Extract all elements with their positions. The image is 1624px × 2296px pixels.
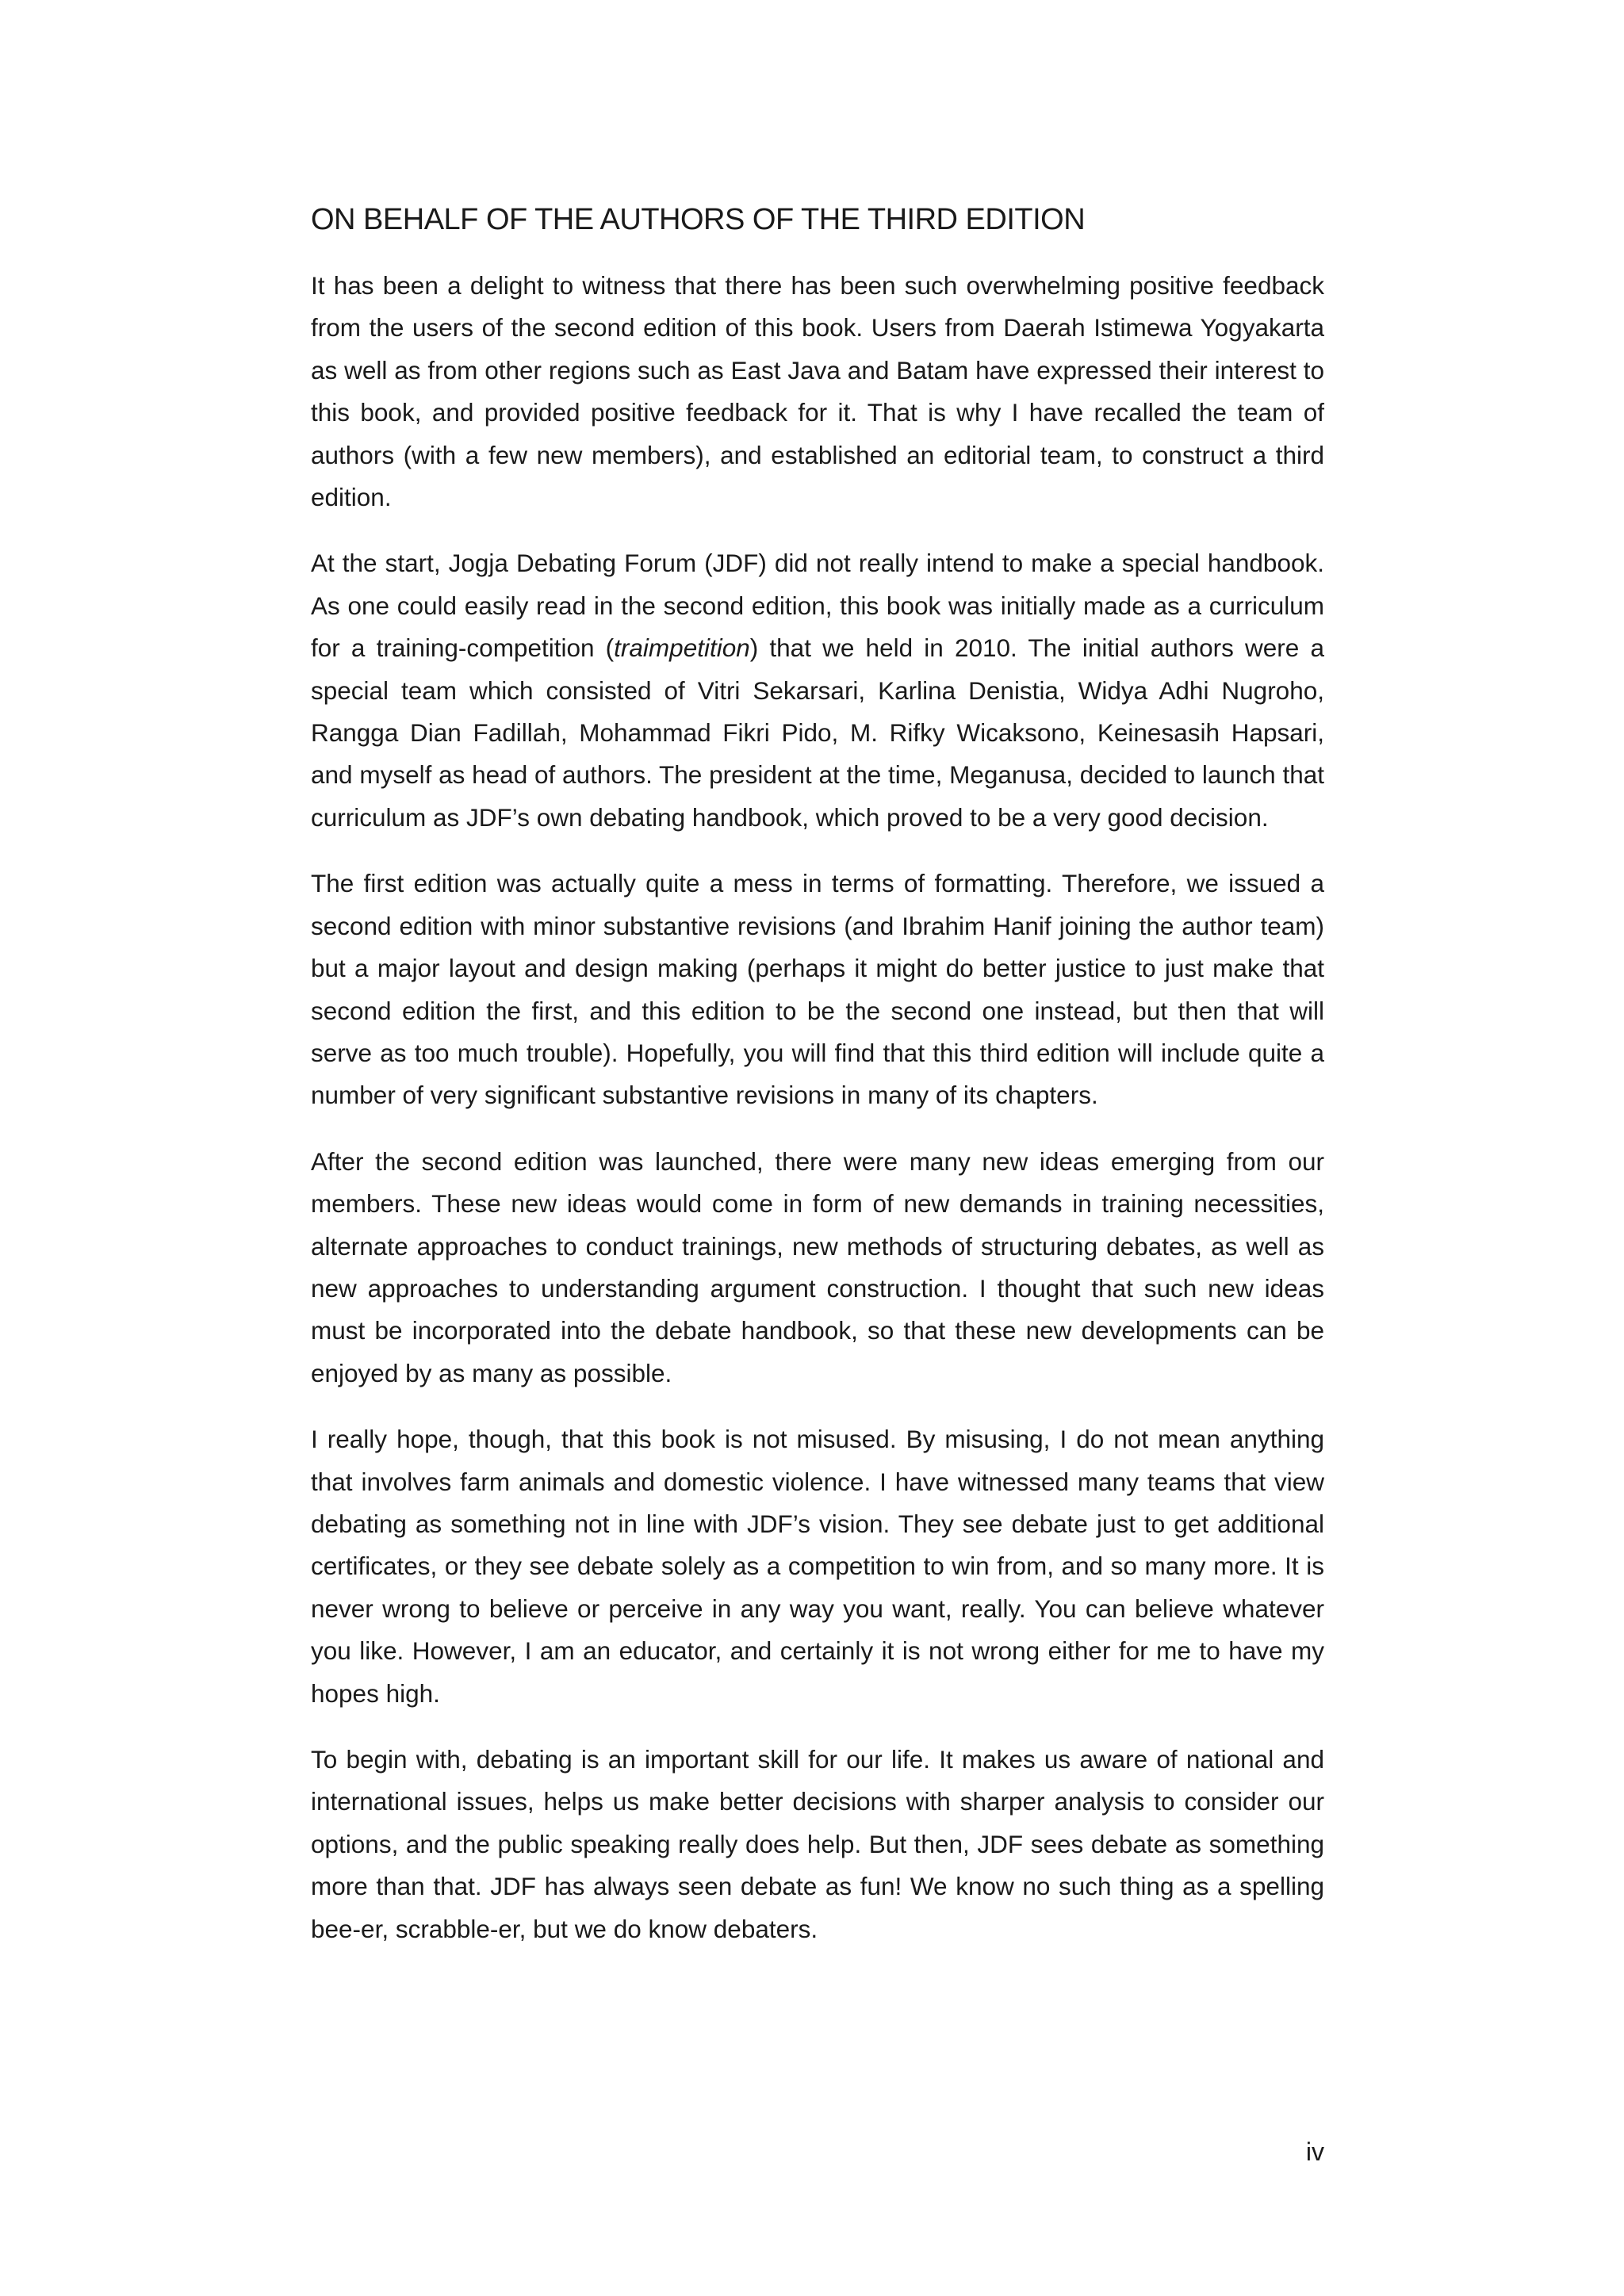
section-heading: ON BEHALF OF THE AUTHORS OF THE THIRD EDITION — [311, 203, 1086, 236]
paragraph-4: After the second edition was launched, there were many new ideas emerging from our members. These new ideas would come in form of new demands in training necessities, alternate approaches to conduct trainings, new methods of structuring debates, as well as new approaches to understanding argument construction. I thought that such new ideas must be incorporated into the debate handbook, so that these new developments can be enjoyed by as many as possible. — [311, 1146, 1324, 1387]
page-number: iv — [1305, 2137, 1324, 2166]
paragraph-1: It has been a delight to witness that there has been such overwhelming positive feedback from the users of the second edition of this book. Users from Daerah Istimewa Yogyakarta as well as from other regions such as East Java and Batam have expressed their interest to this book, and provided positive feedback for it. That is why I have recalled the team of authors (with a few new members), and established an editorial team, to construct a third edition. — [311, 271, 1324, 512]
paragraph-2-text-after: ) that we held in 2010. The initial authors were a special team which consisted of Vitri Sekarsari, Karlina Denistia, Widya Adhi Nugroho, Rangga Dian Fadillah, Mohammad Fikri Pido, M. Rifky Wicaksono, Keinesasih Hapsari, and myself as head of authors. The president at the time, Meganusa, decided to launch that curriculum as JDF’s own debating handbook, which proved to be a very good decision. — [311, 633, 1324, 832]
paragraph-3: The first edition was actually quite a mess in terms of formatting. Therefore, we issued a second edition with minor substantive revisions (and Ibrahim Hanif joining the author team) but a major layout and design making (perhaps it might do better justice to just make that second edition the first, and this edition to be the second one instead, but then that will serve as too much trouble). Hopefully, you will find that this third edition will include quite a number of very significant substantive revisions in many of its chapters. — [311, 869, 1324, 1110]
paragraph-2 — [311, 542, 1324, 839]
paragraph-2-italic-term: traimpetition — [614, 633, 750, 663]
paragraph-6: To begin with, debating is an important skill for our life. It makes us aware of national and international issues, helps us make better decisions with sharper analysis to consider our options, and the public speaking really does help. But then, JDF sees debate as something more than that. JDF has always seen debate as fun! We know no such thing as a spelling bee-er, scrabble-er, but we do know debaters. — [311, 1745, 1324, 1943]
paragraph-5: I really hope, though, that this book is not misused. By misusing, I do not mean anything that involves farm animals and domestic violence. I have witnessed many teams that view debating as something not in line with JDF’s vision. They see debate just to get additional certificates, or they see debate solely as a competition to win from, and so many more. It is never wrong to believe or perceive in any way you want, really. You can believe whatever you like. However, I am an educator, and certainly it is not wrong either for me to have my hopes high. — [311, 1425, 1324, 1708]
document-page — [311, 198, 1324, 1974]
paragraph-2-text-before: At the start, Jogja Debating Forum (JDF) did not really intend to make a special handbook. As one could easily read in the second edition, this book was initially made as a curriculum for a training-competition ( — [311, 549, 1324, 663]
